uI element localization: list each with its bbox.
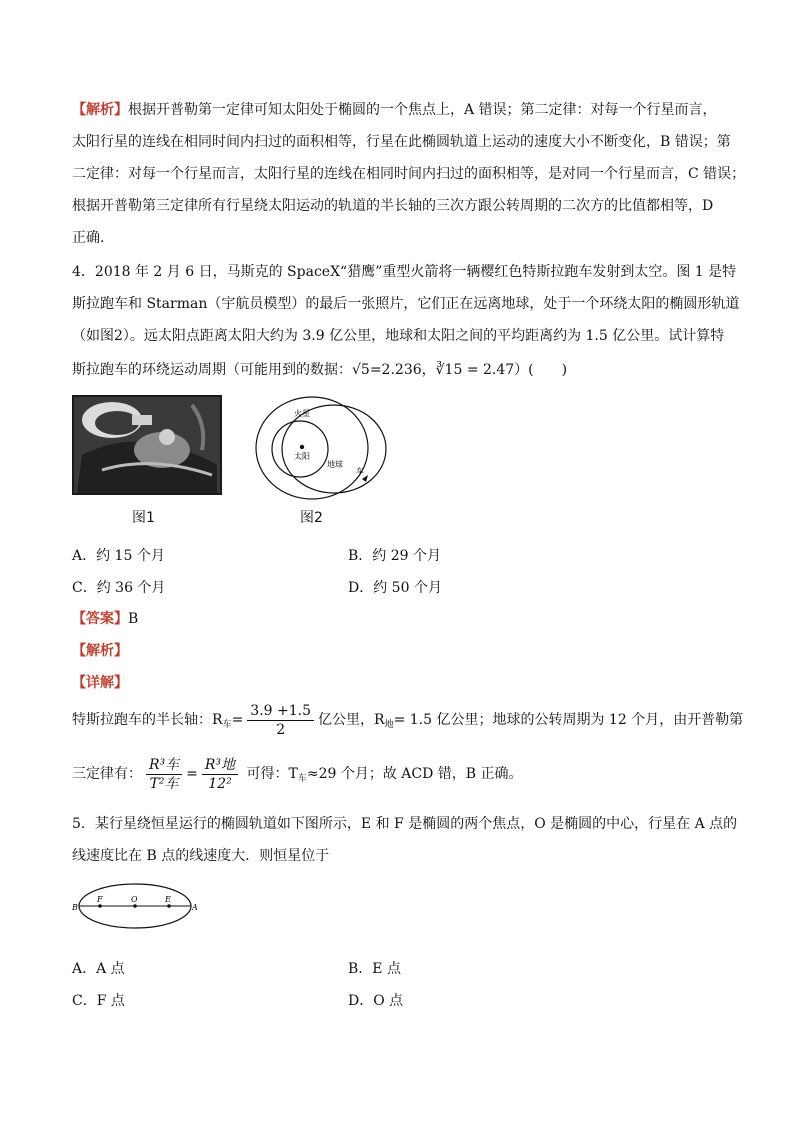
figure-1-caption: 图1 bbox=[132, 510, 155, 526]
mars-orbit bbox=[282, 405, 386, 493]
semi-axis-fraction bbox=[247, 702, 314, 739]
figure-1-photo bbox=[72, 395, 222, 495]
answer-value: B bbox=[128, 611, 139, 627]
q4-option-a[interactable]: A．约 15 个月 bbox=[72, 548, 165, 564]
analysis-line-3: 二定律：对每一个行星而言，太阳行星的连线在相同时间内扫过的面积相等，是对同一个行星而言，C 错误； bbox=[72, 166, 746, 182]
detail-text-e: 可得：T bbox=[246, 766, 298, 782]
q4-option-d[interactable]: D．约 50 个月 bbox=[348, 580, 442, 596]
analysis-line-1 bbox=[72, 100, 717, 120]
equals-sign: = bbox=[231, 712, 244, 728]
figure-2-caption: 图2 bbox=[300, 510, 323, 526]
detail-text-b: 亿公里，R bbox=[318, 712, 385, 728]
detail-text-c: = 1.5 亿公里；地球的公转周期为 12 个月，由开普勒第 bbox=[393, 712, 744, 728]
q5-option-b[interactable]: B．E 点 bbox=[348, 961, 401, 977]
kepler-fraction-car bbox=[146, 756, 182, 793]
car-orbit bbox=[256, 397, 368, 499]
q4-detail-line bbox=[72, 673, 128, 693]
analysis-text: 根据开普勒第一定律可知太阳处于椭圆的一个焦点上，A 错误；第二定律：对每一个行星而言， bbox=[128, 102, 717, 118]
label-f: F bbox=[97, 895, 103, 904]
kepler-car-numerator: R³车 bbox=[146, 756, 182, 775]
q4-line-2: 斯拉跑车和 Starman（宇航员模型）的最后一张照片，它们正在远离地球，处于一个环绕太阳的椭圆形轨道 bbox=[72, 296, 740, 312]
fraction-numerator: 3.9 +1.5 bbox=[247, 702, 314, 721]
sub-earth: 地 bbox=[384, 720, 394, 730]
figure-2-orbits bbox=[252, 395, 392, 505]
analysis-line-2: 太阳行星的连线在相同时间内扫过的面积相等，行星在此椭圆轨道上运动的速度大小不断变化，B 错误；第 bbox=[72, 134, 731, 150]
label-o: O bbox=[131, 895, 138, 904]
detail-text-d: 三定律有： bbox=[72, 766, 142, 782]
orbit-ellipse-diagram bbox=[72, 880, 198, 932]
q5-line-2: 线速度比在 B 点的线速度大．则恒星位于 bbox=[72, 848, 330, 864]
q5-option-a[interactable]: A．A 点 bbox=[72, 961, 125, 977]
kepler-car-denominator: T²车 bbox=[149, 775, 179, 792]
q4-option-b[interactable]: B．约 29 个月 bbox=[348, 548, 442, 564]
sub-car: 车 bbox=[222, 720, 232, 730]
q5-option-c[interactable]: C．F 点 bbox=[72, 993, 125, 1009]
analysis-tag-q4: 【解析】 bbox=[72, 643, 128, 659]
detail-tag: 【详解】 bbox=[72, 675, 128, 691]
q5-option-d[interactable]: D．O 点 bbox=[348, 993, 404, 1009]
focus-e-dot bbox=[167, 904, 171, 908]
earth-label: 地球 bbox=[327, 460, 343, 469]
sun-label: 太阳 bbox=[294, 452, 310, 461]
label-a: A bbox=[192, 903, 198, 912]
focus-f-dot bbox=[98, 904, 102, 908]
fraction-denominator: 2 bbox=[276, 721, 286, 738]
detail-text-f: ≈29 个月；故 ACD 错，B 正确。 bbox=[306, 766, 523, 782]
mars-label: 火星 bbox=[294, 409, 310, 418]
q4-detail-eq-2 bbox=[72, 752, 523, 801]
label-b: B bbox=[72, 903, 78, 912]
q5-ellipse-figure bbox=[72, 880, 198, 932]
q4-detail-eq-1 bbox=[72, 700, 743, 745]
kepler-earth-denominator: 12² bbox=[208, 775, 232, 792]
q4-option-c[interactable]: C．约 36 个月 bbox=[72, 580, 166, 596]
q5-line-1: 5．某行星绕恒星运行的椭圆轨道如下图所示，E 和 F 是椭圆的两个焦点，O 是椭圆的中心，行星在 A 点的 bbox=[72, 816, 738, 832]
sub-car-2: 车 bbox=[297, 774, 307, 784]
equals-sign-2: = bbox=[186, 766, 198, 782]
starman-photo-image bbox=[72, 395, 222, 495]
q4-analysis-line bbox=[72, 641, 128, 661]
sun-dot bbox=[300, 445, 304, 449]
center-o-dot bbox=[133, 904, 137, 908]
label-e: E bbox=[165, 895, 171, 904]
q4-line-1: 4．2018 年 2 月 6 日，马斯克的 SpaceX“猎鹰”重型火箭将一辆樱红色特斯拉跑车发射到太空。图 1 是特 bbox=[72, 264, 737, 280]
answer-tag: 【答案】 bbox=[72, 611, 128, 627]
q4-line-4: 斯拉跑车的环绕运动周期（可能用到的数据：√5=2.236，∛15 = 2.47）( ) bbox=[72, 362, 568, 378]
q4-answer-line bbox=[72, 609, 138, 629]
car-label: 车 bbox=[356, 467, 364, 476]
kepler-earth-numerator: R³地 bbox=[202, 756, 238, 775]
analysis-line-4: 根据开普勒第三定律所有行星绕太阳运动的轨道的半长轴的三次方跟公转周期的二次方的比值都相等，D bbox=[72, 198, 714, 214]
detail-text-a: 特斯拉跑车的半长轴：R bbox=[72, 712, 223, 728]
kepler-fraction-earth bbox=[202, 756, 238, 793]
orbit-diagram bbox=[252, 395, 392, 505]
earth-orbit bbox=[272, 421, 328, 477]
analysis-tag: 【解析】 bbox=[72, 102, 128, 118]
car-arrow-icon bbox=[362, 475, 368, 482]
analysis-line-5: 正确. bbox=[72, 230, 105, 246]
q4-line-3: （如图2）。远太阳点距离太阳大约为 3.9 亿公里，地球和太阳之间的平均距离约为 1.5 亿公里。试计算特 bbox=[72, 328, 725, 344]
